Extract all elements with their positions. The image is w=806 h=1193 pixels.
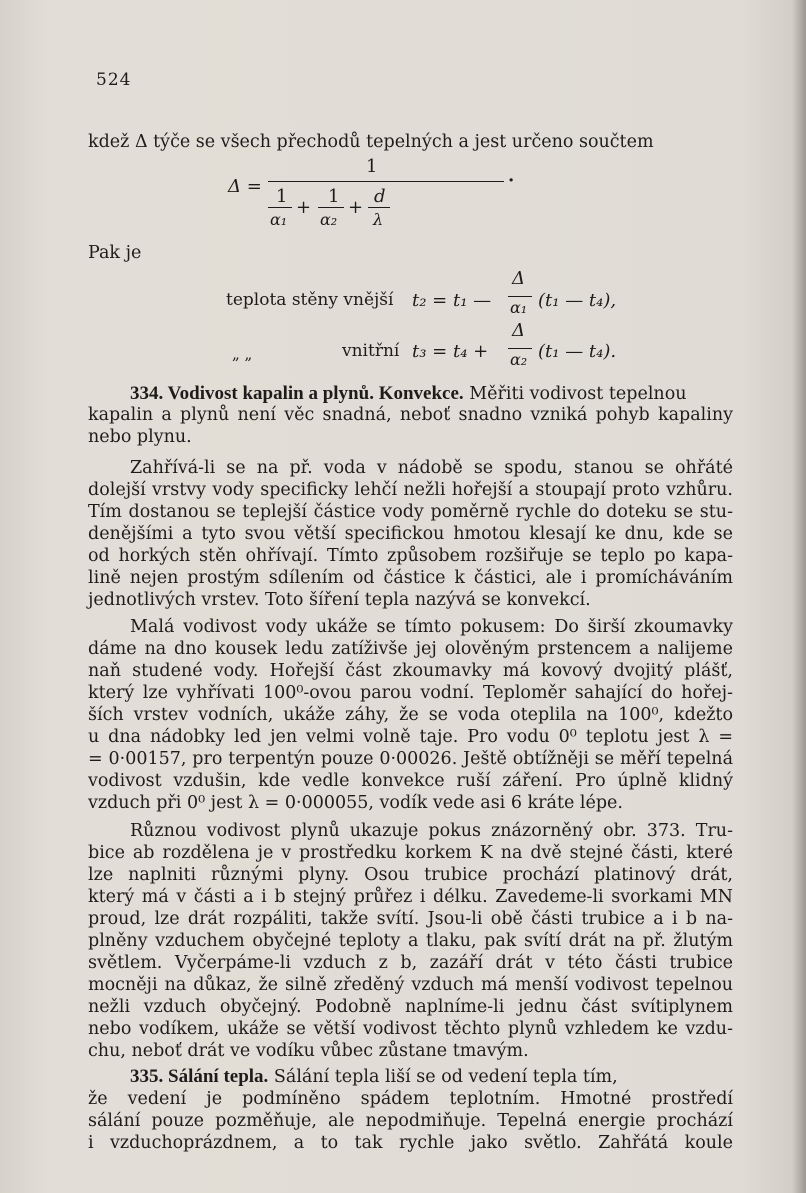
para2-line-2: naň studené vody. Hořejší část zkoumavky má kovový dvojitý plášť, [88,661,733,681]
formula-delta-bar3 [368,207,390,208]
formula-delta-t3: d [374,186,386,207]
para1-line-1: dolejší vrstvy vody specificky lehčí nežli hořejší a stoupají proto vzhůru. [88,480,733,500]
intro-line: kdež Δ týče se všech přechodů tepelných a jest určeno součtem [88,132,654,152]
wall-inner-rhs: (t₁ — t₄). [538,341,617,362]
para1-line-3: denějšími a tyto svou větší specifickou hmotou klesají ke dnu, kde se [88,524,733,544]
formula-delta-b3: λ [373,210,384,229]
section-335-first-line [130,1066,733,1088]
formula-delta-bar1 [268,207,292,208]
para3-line-8: nežli vzduch obyčejný. Podobně naplníme-li jednu část svítiplynem [88,997,733,1017]
wall-inner-num: Δ [512,320,525,341]
pak-je: Pak je [88,243,142,263]
section-334-heading: 334. Vodivost kapalin a plynů. Konvekce. [130,383,464,404]
formula-delta-bar2 [318,207,344,208]
wall-inner-ditto: „ „ [232,345,253,363]
formula-delta-b2: α₂ [320,210,338,229]
para1-line-0: Zahřívá-li se na př. voda v nádobě se spodu, stanou se ohřáté [130,458,733,478]
para3-line-9: nebo vodíkem, ukáže se větší vodivost těchto plynů vzhledem ke vzdu- [88,1019,733,1039]
para1-line-5: lině nejen prostým sdílením od částice k částici, ale i promícháváním [88,568,733,588]
section-335-line-3: i vzduchoprázdnem, a to tak rychle jako světlo. Zahřátá koule [88,1133,733,1153]
section-335-heading: 335. Sálání tepla. [130,1066,269,1087]
para3-line-5: plněny vzduchem obyčejné teploty a tlaku, pak svítí drát na př. žlutým [88,931,733,951]
para1-line-6: jednotlivých vrstev. Toto šíření tepla nazývá se konvekcí. [88,590,591,610]
section-335-line-0: Sálání tepla liší se od vedení tepla tím, [273,1067,618,1087]
wall-outer-bar [508,296,532,297]
para3-line-1: bice ab rozdělena je v prostředku korkem K na dvě stejné části, které [88,843,733,863]
para3-line-2: lze naplniti různými plyny. Osou trubice prochází platinový drát, [88,865,733,885]
para3-line-6: světlem. Vyčerpáme-li vzduch z b, zazáří drát v této části trubice [88,953,733,973]
wall-outer-num: Δ [512,268,525,289]
para3-line-0: Různou vodivost plynů ukazuje pokus znázorněný obr. 373. Tru- [130,821,733,841]
para2-line-6: = 0·00157, pro terpentýn pouze 0·00026. Ještě obtížněji se měří tepelná [88,749,733,769]
section-334-line-0: Měřiti vodivost tepelnou [469,384,687,404]
section-335-line-1: že vedení je podmíněno spádem teplotním. Hmotné prostředí [88,1089,733,1109]
para3-line-3: který má v části a i b stejný průřez i délku. Zavedeme-li svorkami MN [88,887,733,907]
para2-line-5: u dna nádobky led jen velmi volně taje. Pro vodu 0⁰ teplotu jest λ = [88,727,733,747]
section-334-first-line [130,383,733,405]
para2-line-3: který lze vyhřívati 100⁰-ovou parou vodní. Teploměr sahající do hořej- [88,683,733,703]
formula-delta-plus1: + [296,197,312,218]
para2-line-4: ších vrstev vodních, ukáže záhy, že se voda oteplila na 100⁰, kdežto [88,705,733,725]
para2-line-7: vodivost vzdušin, kde vedle konvekce ruší záření. Pro úplně klidný [88,771,733,791]
para1-line-2: Tím dostanou se teplejší částice vody poměrně rychle do doteku se stu- [88,502,733,522]
para1-line-4: od horkých stěn ohřívají. Tímto způsobem rozšiřuje se teplo po kapa- [88,546,733,566]
section-334-line-1: kapalin a plynů není věc snadná, neboť snadno vzniká pohyb kapaliny [88,405,733,425]
formula-delta-bar [268,181,504,182]
formula-delta-b1: α₁ [270,210,288,229]
formula-delta-plus2: + [348,197,364,218]
wall-inner-den: α₂ [510,350,528,369]
section-334-line-2: nebo plynu. [88,427,192,447]
para3-line-7: mocněji na důkaz, že silně zředěný vzduch má menší vodivost tepelnou [88,975,733,995]
wall-inner-label: vnitřní [342,341,400,361]
para2-line-8: vzduch při 0⁰ jest λ = 0·000055, vodík vede asi 6 kráte lépe. [88,793,623,813]
para3-line-10: chu, neboť drát ve vodíku vůbec zůstane tmavým. [88,1041,529,1061]
wall-outer-lhs: t₂ = t₁ — [412,290,492,311]
wall-inner-lhs: t₃ = t₄ + [412,341,489,362]
section-335-line-2: sálání pouze pozměňuje, ale nepodmiňuje. Tepelná energie prochází [88,1111,733,1131]
formula-delta-numerator: 1 [366,156,378,177]
wall-inner-bar [508,348,532,349]
page-edge-shadow [792,0,806,1193]
wall-outer-rhs: (t₁ — t₄), [538,290,617,311]
formula-delta-tail: · [508,170,515,191]
formula-delta-lhs: Δ = [228,176,262,197]
para2-line-0: Malá vodivost vody ukáže se tímto pokusem: Do širší zkoumavky [130,617,733,637]
para2-line-1: dáme na dno kousek ledu zatíživše jej olověným prstencem a nalijeme [88,639,733,659]
formula-delta-t1: 1 [276,186,288,207]
formula-delta-t2: 1 [328,186,340,207]
para3-line-4: proud, lze drát rozpáliti, takže svítí. Jsou-li obě části trubice a i b na- [88,909,733,929]
page-number: 524 [96,70,132,90]
wall-outer-label: teplota stěny vnější [226,290,394,310]
wall-outer-den: α₁ [510,298,528,317]
